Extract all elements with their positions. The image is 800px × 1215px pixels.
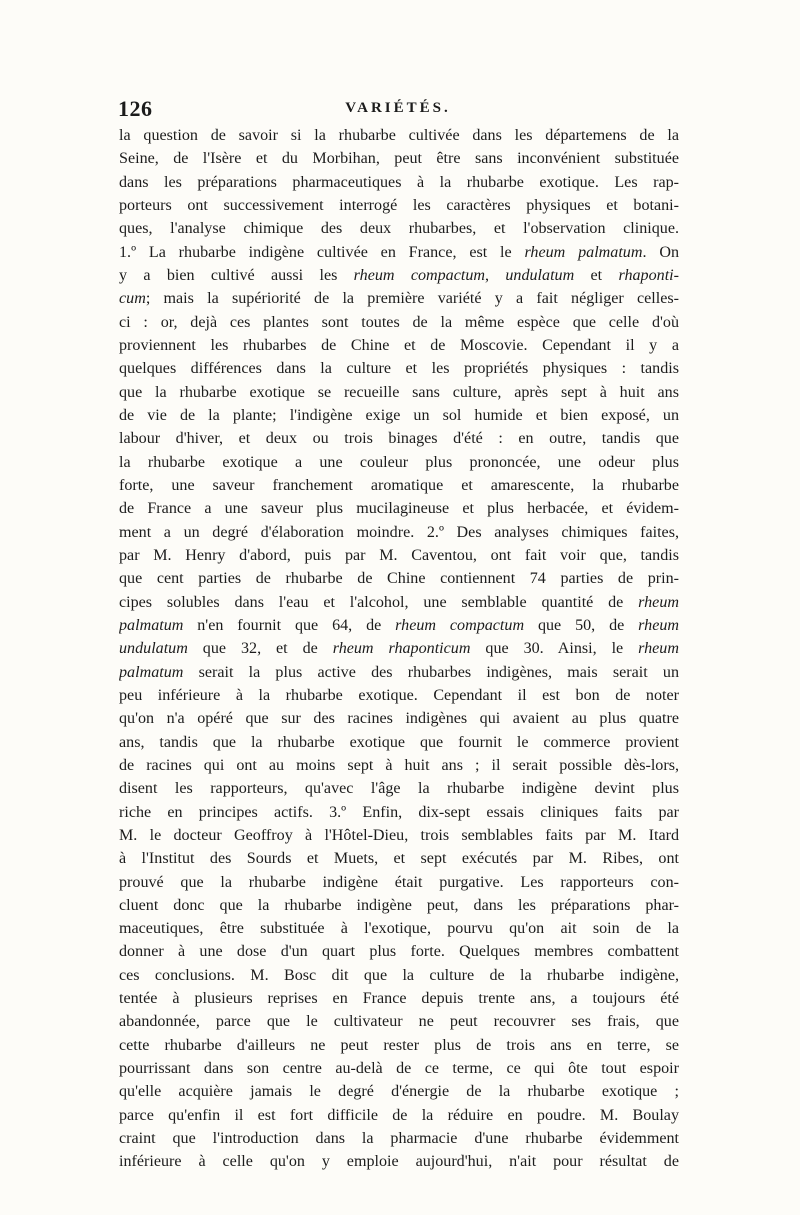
- text-segment: par M. Henry d'abord, puis par M. Caventou, ont fait voir que, tandis: [119, 546, 679, 564]
- italic-term: rheum compactum: [353, 266, 486, 284]
- text-line: [119, 311, 679, 334]
- text-segment: peu inférieure à la rhubarbe exotique. Cependant il est bon de noter: [119, 686, 679, 704]
- text-line: [119, 1150, 679, 1173]
- text-line: [119, 731, 679, 754]
- text-segment: que 50, de: [524, 616, 639, 634]
- page-number: 126: [118, 96, 153, 121]
- text-segment: cluent donc que la rhubarbe indigène peut, dans les préparations phar-: [119, 896, 679, 914]
- text-line: [119, 544, 679, 567]
- text-segment: . On: [642, 243, 679, 261]
- italic-term: undulatum: [119, 640, 188, 658]
- text-segment: la rhubarbe exotique a une couleur plus prononcée, une odeur plus: [119, 453, 679, 471]
- text-line: [119, 637, 679, 660]
- text-segment: qu'elle acquière jamais le degré d'énergie de la rhubarbe exotique ;: [119, 1083, 679, 1101]
- text-line: [119, 801, 679, 824]
- text-line: [119, 497, 679, 520]
- text-segment: quelques différences dans la culture et les propriétés physiques : tandis: [119, 360, 679, 378]
- text-line: [119, 427, 679, 450]
- text-segment: maceutiques, être substituée à l'exotique, pourvu qu'on ait soin de la: [119, 920, 679, 938]
- text-segment: de France a une saveur plus mucilagineuse et plus herbacée, et évidem-: [119, 500, 679, 518]
- text-segment: prouvé que la rhubarbe indigène était purgative. Les rapporteurs con-: [119, 873, 679, 891]
- running-head: VARIÉTÉS.: [345, 100, 451, 116]
- text-segment: parce qu'enfin il est fort difficile de la réduire en poudre. M. Boulay: [119, 1106, 679, 1124]
- text-segment: de racines qui ont au moins sept à huit ans ; il serait possible dès-lors,: [119, 756, 679, 774]
- text-line: [119, 194, 679, 217]
- text-line: [119, 1080, 679, 1103]
- text-line: [119, 451, 679, 474]
- text-segment: inférieure à celle qu'on y emploie aujourd'hui, n'ait pour résultat de: [119, 1153, 679, 1171]
- text-segment: labour d'hiver, et deux ou trois binages d'été : en outre, tandis que: [119, 430, 679, 448]
- text-line: [119, 940, 679, 963]
- text-line: [119, 964, 679, 987]
- italic-term: rheum: [638, 593, 679, 611]
- text-segment: ci : or, dejà ces plantes sont toutes de la même espèce que celle d'où: [119, 313, 679, 331]
- text-segment: Seine, de l'Isère et du Morbihan, peut être sans inconvénient substituée: [119, 150, 679, 168]
- italic-term: rheum palmatum: [524, 243, 643, 261]
- text-line: [119, 917, 679, 940]
- text-segment: craint que l'introduction dans la pharmacie d'une rhubarbe évidemment: [119, 1130, 679, 1148]
- text-segment: que 32, et de: [187, 640, 333, 658]
- page-header: [118, 96, 678, 122]
- text-line: [119, 684, 679, 707]
- text-segment: que 30. Ainsi, le: [470, 640, 639, 658]
- italic-term: cum: [119, 290, 146, 308]
- text-segment: forte, une saveur franchement aromatique et amarescente, la rhubarbe: [119, 476, 679, 494]
- text-segment: pourrissant dans son centre au-delà de ce terme, ce qui ôte tout espoir: [119, 1060, 679, 1078]
- text-segment: et: [574, 266, 619, 284]
- text-segment: ,: [485, 266, 506, 284]
- italic-term: rheum compactum: [395, 616, 525, 634]
- text-segment: à l'Institut des Sourds et Muets, et sept exécutés par M. Ribes, ont: [119, 850, 679, 868]
- text-line: [119, 334, 679, 357]
- text-line: [119, 381, 679, 404]
- text-segment: y a bien cultivé aussi les: [119, 266, 354, 284]
- text-segment: proviennent les rhubarbes de Chine et de Moscovie. Cependant il y a: [119, 336, 679, 354]
- italic-term: rheum: [638, 640, 679, 658]
- text-segment: ces conclusions. M. Bosc dit que la culture de la rhubarbe indigène,: [119, 966, 679, 984]
- text-segment: donner à une dose d'un quart plus forte. Quelques membres combattent: [119, 943, 679, 961]
- text-line: [119, 1034, 679, 1057]
- text-line: [119, 171, 679, 194]
- text-line: [119, 824, 679, 847]
- text-line: [119, 1127, 679, 1150]
- text-segment: dans les préparations pharmaceutiques à la rhubarbe exotique. Les rap-: [119, 173, 679, 191]
- text-line: [119, 474, 679, 497]
- text-line: [119, 567, 679, 590]
- text-segment: abandonnée, parce que le cultivateur ne peut recouvrer ses frais, que: [119, 1013, 679, 1031]
- text-line: [119, 754, 679, 777]
- text-line: [119, 124, 679, 147]
- text-line: [119, 871, 679, 894]
- text-line: [119, 1010, 679, 1033]
- text-segment: ; mais la supériorité de la première variété y a fait négliger celles-: [145, 290, 679, 308]
- text-line: [119, 847, 679, 870]
- text-line: [119, 777, 679, 800]
- text-segment: M. le docteur Geoffroy à l'Hôtel-Dieu, trois semblables faits par M. Itard: [119, 826, 679, 844]
- text-line: [119, 591, 679, 614]
- text-line: [119, 1104, 679, 1127]
- text-segment: 1.º La rhubarbe indigène cultivée en France, est le: [119, 243, 525, 261]
- text-line: [119, 217, 679, 240]
- text-segment: la question de savoir si la rhubarbe cultivée dans les départemens de la: [119, 127, 679, 144]
- text-segment: ques, l'analyse chimique des deux rhubarbes, et l'observation clinique.: [119, 220, 679, 238]
- text-segment: disent les rapporteurs, qu'avec l'âge la rhubarbe indigène devint plus: [119, 780, 679, 798]
- text-segment: tentée à plusieurs reprises en France depuis trente ans, a toujours été: [119, 990, 679, 1008]
- text-segment: riche en principes actifs. 3.º Enfin, dix-sept essais cliniques faits par: [119, 803, 679, 821]
- text-segment: qu'on n'a opéré que sur des racines indigènes qui avaient au plus quatre: [119, 710, 679, 728]
- text-segment: que la rhubarbe exotique se recueille sans culture, après sept à huit ans: [119, 383, 679, 401]
- text-segment: de vie de la plante; l'indigène exige un sol humide et bien exposé, un: [119, 406, 679, 424]
- italic-term: palmatum: [119, 663, 184, 681]
- text-line: [119, 147, 679, 170]
- text-segment: ment a un degré d'élaboration moindre. 2.º Des analyses chimiques faites,: [119, 523, 679, 541]
- text-line: [119, 661, 679, 684]
- text-line: [119, 1057, 679, 1080]
- body-text: [119, 124, 679, 1174]
- text-line: [119, 894, 679, 917]
- italic-term: rheum: [638, 616, 679, 634]
- text-line: [119, 404, 679, 427]
- text-line: [119, 264, 679, 287]
- text-line: [119, 614, 679, 637]
- text-line: [119, 241, 679, 264]
- italic-term: rheum rhaponticum: [332, 640, 471, 658]
- italic-term: rhaponti-: [618, 266, 679, 284]
- italic-term: undulatum: [505, 266, 575, 284]
- text-line: [119, 707, 679, 730]
- text-line: [119, 287, 679, 310]
- text-segment: ans, tandis que la rhubarbe exotique que fournit le commerce provient: [119, 733, 679, 751]
- text-segment: n'en fournit que 64, de: [183, 616, 396, 634]
- text-segment: porteurs ont successivement interrogé les caractères physiques et botani-: [119, 196, 679, 214]
- italic-term: palmatum: [119, 616, 184, 634]
- text-segment: serait la plus active des rhubarbes indigènes, mais serait un: [183, 663, 679, 681]
- text-segment: cette rhubarbe d'ailleurs ne peut rester plus de trois ans en terre, se: [119, 1036, 679, 1054]
- text-line: [119, 987, 679, 1010]
- text-line: [119, 357, 679, 380]
- text-line: [119, 521, 679, 544]
- text-segment: que cent parties de rhubarbe de Chine contiennent 74 parties de prin-: [119, 570, 679, 588]
- text-segment: cipes solubles dans l'eau et l'alcohol, une semblable quantité de: [119, 593, 639, 611]
